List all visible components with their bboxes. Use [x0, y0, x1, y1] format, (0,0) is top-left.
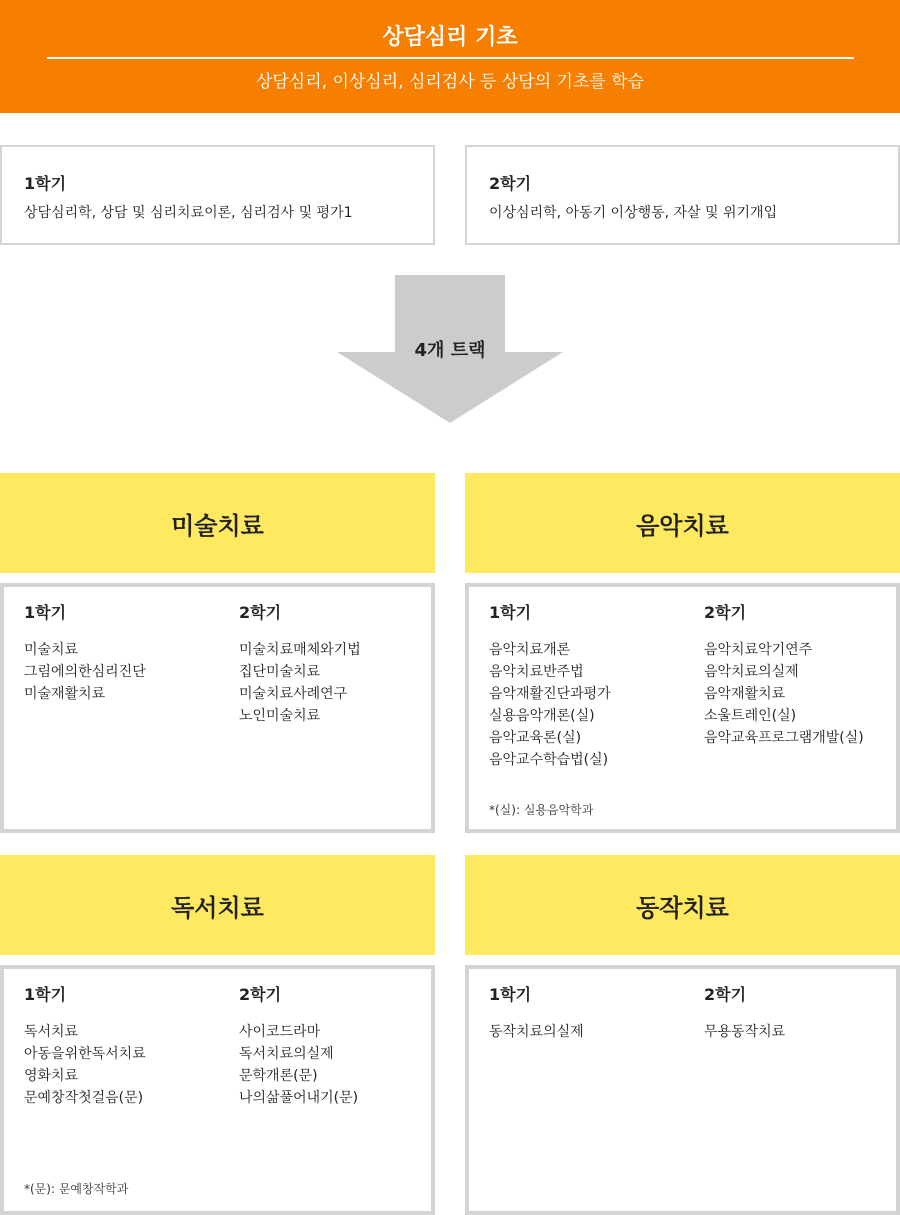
course-list	[239, 1021, 358, 1109]
track-box-art	[0, 583, 435, 833]
semester-label: 1학기	[489, 603, 532, 622]
semester2-column	[239, 983, 358, 1109]
course-item: 미술치료사례연구	[239, 686, 348, 702]
track-title: 동작치료	[636, 893, 729, 922]
header-banner	[0, 0, 900, 113]
course-list	[239, 639, 361, 727]
track-box-movement	[465, 965, 900, 1215]
course-item: 독서치료의실제	[239, 1046, 334, 1062]
course-item: 음악재활진단과평가	[489, 686, 611, 702]
course-item: 노인미술치료	[239, 708, 321, 724]
course-list	[704, 1021, 785, 1043]
track-title: 미술치료	[171, 511, 264, 540]
course-item: 소울트레인(실)	[704, 708, 797, 724]
course-list	[489, 639, 611, 771]
course-list	[489, 1021, 584, 1043]
course-item: 집단미술치료	[239, 664, 321, 680]
foundation-semester2-box	[465, 145, 900, 245]
semester1-column	[24, 601, 146, 705]
course-item: 음악교수학습법(실)	[489, 752, 609, 768]
semester2-column	[704, 983, 785, 1043]
course-item: 영화치료	[24, 1068, 79, 1084]
track-box-music	[465, 583, 900, 833]
semester-label: 2학기	[704, 603, 747, 622]
semester2-column	[704, 601, 864, 749]
semester-label: 2학기	[704, 985, 747, 1004]
track-header-bibliotherapy	[0, 855, 435, 955]
track-header-movement	[465, 855, 900, 955]
track-header-music	[465, 473, 900, 573]
foundation-semester1-courses: 상담심리학, 상담 및 심리치료이론, 심리검사 및 평가1	[24, 205, 353, 221]
foundation-semester1-box	[0, 145, 435, 245]
foundation-semester2-label: 2학기	[489, 174, 532, 193]
foundation-semester2-courses: 이상심리학, 아동기 이상행동, 자살 및 위기개입	[489, 205, 778, 221]
semester-label: 1학기	[24, 603, 67, 622]
foundation-semester1-label: 1학기	[24, 174, 67, 193]
page-subtitle: 상담심리, 이상심리, 심리검사 등 상담의 기초를 학습	[255, 72, 645, 92]
semester-label: 1학기	[24, 985, 67, 1004]
semester1-column	[489, 983, 584, 1043]
course-item: 문예창작첫걸음(문)	[24, 1090, 144, 1106]
semester-label: 1학기	[489, 985, 532, 1004]
course-list	[704, 639, 864, 749]
track-title: 음악치료	[636, 511, 729, 540]
semester1-column	[489, 601, 611, 771]
page-title: 상담심리 기초	[382, 25, 518, 50]
course-item: 음악치료개론	[489, 642, 571, 658]
course-item: 미술치료매체와기법	[239, 642, 361, 658]
course-item: 음악치료악기연주	[704, 642, 813, 658]
course-item: 무용동작치료	[704, 1024, 786, 1040]
track-box-bibliotherapy	[0, 965, 435, 1215]
semester1-column	[24, 983, 146, 1109]
course-list	[24, 639, 146, 705]
track-title: 독서치료	[171, 893, 264, 922]
course-list	[24, 1021, 146, 1109]
course-item: 미술재활치료	[24, 686, 106, 702]
arrow-label: 4개 트랙	[414, 340, 486, 361]
footnote: *(문): 문예창작학과	[24, 1182, 129, 1196]
course-item: 동작치료의실제	[489, 1024, 584, 1040]
course-item: 음악재활치료	[704, 686, 786, 702]
course-item: 미술치료	[24, 642, 79, 658]
semester-label: 2학기	[239, 985, 282, 1004]
course-item: 나의삶풀어내기(문)	[239, 1090, 359, 1106]
footnote: *(실): 실용음악학과	[489, 803, 594, 817]
course-item: 사이코드라마	[239, 1024, 321, 1040]
course-item: 문학개론(문)	[239, 1068, 318, 1084]
course-item: 음악교육론(실)	[489, 730, 582, 746]
track-header-art	[0, 473, 435, 573]
course-item: 실용음악개론(실)	[489, 708, 595, 724]
course-item: 음악치료반주법	[489, 664, 584, 680]
course-item: 독서치료	[24, 1024, 79, 1040]
header-divider	[47, 57, 854, 59]
semester-label: 2학기	[239, 603, 282, 622]
semester2-column	[239, 601, 361, 727]
course-item: 음악교육프로그램개발(실)	[704, 730, 864, 746]
course-item: 아동을위한독서치료	[24, 1046, 146, 1062]
course-item: 그림에의한심리진단	[24, 664, 146, 680]
course-item: 음악치료의실제	[704, 664, 799, 680]
